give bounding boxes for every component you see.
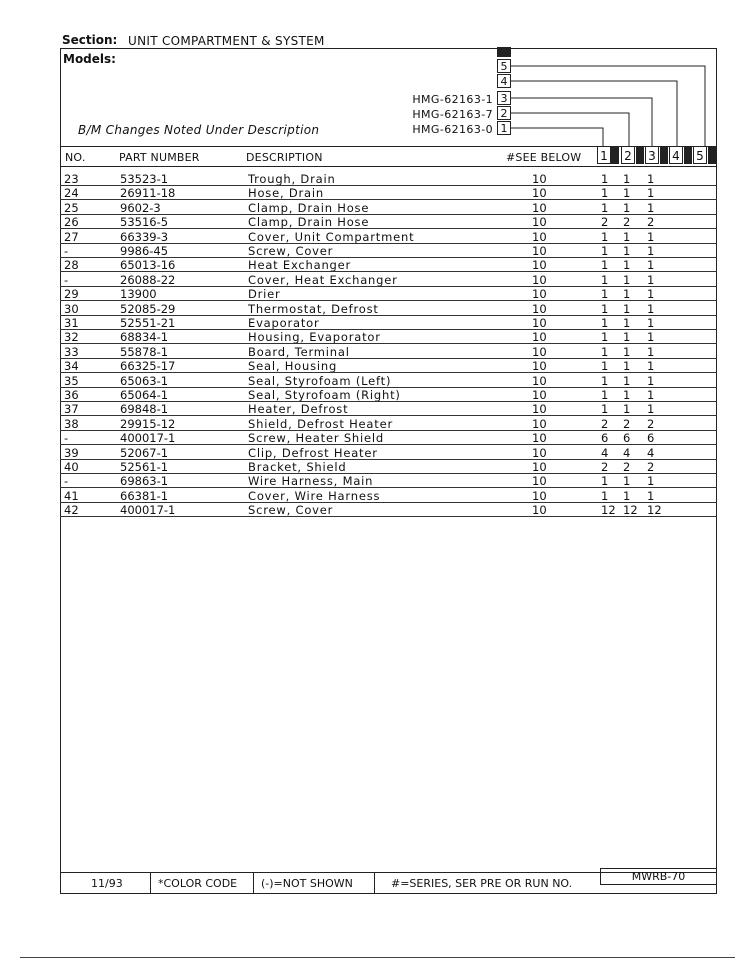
row-qty-model-1: 1: [601, 172, 609, 186]
model-name-3: HMG-62163-1: [412, 93, 493, 106]
row-see-below: 10: [532, 258, 547, 273]
models-label: Models:: [63, 52, 116, 66]
table-row: [60, 230, 717, 244]
row-qty-model-1: 1: [601, 186, 609, 201]
row-description: Board, Terminal: [248, 344, 350, 359]
table-row: [60, 215, 717, 229]
section-label: Section:: [62, 33, 118, 47]
row-see-below: 10: [532, 172, 547, 186]
row-no: 33: [64, 344, 79, 359]
footer-not-shown: (-)=NOT SHOWN: [261, 877, 353, 890]
row-part-number: 66325-17: [120, 359, 176, 374]
row-no: 30: [64, 301, 79, 316]
row-qty-model-3: 2: [647, 416, 655, 431]
row-qty-model-2: 1: [623, 330, 631, 345]
row-description: Thermostat, Defrost: [248, 301, 379, 316]
row-no: 25: [64, 200, 79, 215]
row-see-below: 10: [532, 388, 547, 402]
row-see-below: 10: [532, 200, 547, 215]
section-value: UNIT COMPARTMENT & SYSTEM: [128, 34, 325, 48]
col-num-marker: [611, 146, 619, 164]
table-row: [60, 460, 717, 474]
row-qty-model-3: 2: [647, 215, 655, 230]
table-row: [60, 172, 717, 186]
row-description: Seal, Styrofoam (Left): [248, 373, 392, 388]
row-see-below: 10: [532, 503, 547, 518]
table-row: [60, 302, 717, 316]
row-part-number: 53523-1: [120, 172, 169, 186]
row-qty-model-2: 2: [623, 460, 631, 474]
row-part-number: 9602-3: [120, 200, 161, 215]
row-qty-model-2: 1: [623, 287, 631, 302]
col-num-marker: [708, 146, 716, 164]
row-qty-model-2: 1: [623, 229, 631, 244]
footer-date: 11/93: [91, 877, 123, 890]
row-see-below: 10: [532, 460, 547, 474]
row-no: 28: [64, 258, 79, 273]
model-box-3: 3: [497, 91, 511, 105]
row-see-below: 10: [532, 244, 547, 258]
row-qty-model-1: 2: [601, 460, 609, 474]
row-qty-model-1: 1: [601, 359, 609, 374]
row-description: Hose, Drain: [248, 186, 324, 201]
row-part-number: 52085-29: [120, 301, 176, 316]
row-qty-model-2: 1: [623, 186, 631, 201]
row-no: 38: [64, 416, 79, 431]
header-rule: [60, 166, 717, 167]
row-qty-model-1: 12: [601, 503, 616, 518]
col-num-3: 3: [645, 146, 659, 164]
model-box-1: 1: [497, 121, 511, 135]
row-see-below: 10: [532, 330, 547, 345]
row-no: 39: [64, 445, 79, 460]
table-row: [60, 489, 717, 503]
model-box-5: 5: [497, 59, 511, 73]
footer-divider: [253, 872, 254, 894]
row-qty-model-1: 1: [601, 272, 609, 287]
row-qty-model-2: 1: [623, 316, 631, 330]
col-header-see: #SEE BELOW: [506, 151, 582, 164]
row-qty-model-1: 2: [601, 215, 609, 230]
table-row: [60, 431, 717, 445]
row-qty-model-2: 1: [623, 272, 631, 287]
row-no: 41: [64, 488, 79, 503]
row-qty-model-3: 1: [647, 272, 655, 287]
row-qty-model-1: 4: [601, 445, 609, 460]
col-header-part: PART NUMBER: [119, 151, 200, 164]
row-part-number: 400017-1: [120, 503, 176, 518]
table-row: [60, 316, 717, 330]
row-qty-model-1: 1: [601, 330, 609, 345]
row-qty-model-3: 1: [647, 359, 655, 374]
row-qty-model-3: 1: [647, 474, 655, 489]
table-row: [60, 258, 717, 272]
row-description: Evaporator: [248, 316, 320, 330]
row-description: Clamp, Drain Hose: [248, 215, 370, 230]
row-see-below: 10: [532, 373, 547, 388]
table-row: [60, 417, 717, 431]
row-description: Heater, Defrost: [248, 402, 349, 417]
row-qty-model-1: 1: [601, 316, 609, 330]
model-box-2: 2: [497, 106, 511, 120]
footer-divider: [150, 872, 151, 894]
row-part-number: 69863-1: [120, 474, 169, 489]
row-description: Wire Harness, Main: [248, 474, 374, 489]
row-part-number: 65013-16: [120, 258, 176, 273]
row-qty-model-1: 6: [601, 431, 609, 446]
table-row: [60, 273, 717, 287]
row-qty-model-3: 1: [647, 287, 655, 302]
row-qty-model-1: 1: [601, 474, 609, 489]
row-qty-model-3: 2: [647, 460, 655, 474]
row-part-number: 52551-21: [120, 316, 176, 330]
row-no: 26: [64, 215, 79, 230]
row-qty-model-2: 1: [623, 344, 631, 359]
row-qty-model-3: 1: [647, 301, 655, 316]
row-part-number: 9986-45: [120, 244, 169, 258]
row-qty-model-1: 1: [601, 388, 609, 402]
table-row: [60, 186, 717, 200]
model-name-1: HMG-62163-0: [412, 123, 493, 136]
table-row: [60, 446, 717, 460]
row-qty-model-2: 2: [623, 416, 631, 431]
row-qty-model-3: 1: [647, 172, 655, 186]
row-no: 35: [64, 373, 79, 388]
row-qty-model-1: 1: [601, 200, 609, 215]
row-no: 34: [64, 359, 79, 374]
row-no: 29: [64, 287, 79, 302]
row-qty-model-2: 4: [623, 445, 631, 460]
table-row: [60, 244, 717, 258]
row-description: Housing, Evaporator: [248, 330, 381, 345]
row-see-below: 10: [532, 301, 547, 316]
row-qty-model-2: 12: [623, 503, 638, 518]
row-qty-model-2: 1: [623, 474, 631, 489]
row-qty-model-1: 1: [601, 402, 609, 417]
col-num-4: 4: [669, 146, 683, 164]
row-qty-model-2: 1: [623, 373, 631, 388]
row-part-number: 52067-1: [120, 445, 169, 460]
row-no: 32: [64, 330, 79, 345]
row-part-number: 65063-1: [120, 373, 169, 388]
row-qty-model-3: 1: [647, 488, 655, 503]
row-part-number: 66339-3: [120, 229, 169, 244]
row-description: Clamp, Drain Hose: [248, 200, 370, 215]
col-num-marker: [636, 146, 644, 164]
row-no: 37: [64, 402, 79, 417]
model-name-2: HMG-62163-7: [412, 108, 493, 121]
row-no: 27: [64, 229, 79, 244]
row-see-below: 10: [532, 359, 547, 374]
row-part-number: 13900: [120, 287, 157, 302]
col-header-no: NO.: [65, 151, 86, 164]
row-no: 31: [64, 316, 79, 330]
row-no: -: [64, 431, 69, 446]
row-qty-model-3: 6: [647, 431, 655, 446]
row-description: Shield, Defrost Heater: [248, 416, 393, 431]
row-qty-model-3: 1: [647, 229, 655, 244]
row-see-below: 10: [532, 344, 547, 359]
row-no: 23: [64, 172, 79, 186]
row-part-number: 66381-1: [120, 488, 169, 503]
row-rule: [60, 516, 717, 517]
row-description: Screw, Cover: [248, 244, 334, 258]
row-see-below: 10: [532, 474, 547, 489]
row-qty-model-1: 1: [601, 287, 609, 302]
row-description: Trough, Drain: [248, 172, 336, 186]
row-see-below: 10: [532, 416, 547, 431]
row-no: 24: [64, 186, 79, 201]
row-qty-model-3: 1: [647, 344, 655, 359]
table-row: [60, 287, 717, 301]
row-qty-model-3: 1: [647, 373, 655, 388]
row-qty-model-1: 1: [601, 373, 609, 388]
row-qty-model-3: 12: [647, 503, 662, 518]
row-qty-model-3: 1: [647, 330, 655, 345]
row-see-below: 10: [532, 445, 547, 460]
row-see-below: 10: [532, 215, 547, 230]
row-see-below: 10: [532, 316, 547, 330]
row-see-below: 10: [532, 229, 547, 244]
row-qty-model-3: 1: [647, 258, 655, 273]
row-qty-model-1: 2: [601, 416, 609, 431]
row-qty-model-3: 1: [647, 402, 655, 417]
table-row: [60, 374, 717, 388]
row-part-number: 400017-1: [120, 431, 176, 446]
row-qty-model-2: 1: [623, 359, 631, 374]
table-row: [60, 503, 717, 517]
row-see-below: 10: [532, 402, 547, 417]
col-num-1: 1: [597, 146, 611, 164]
row-no: -: [64, 244, 69, 258]
col-num-2: 2: [621, 146, 635, 164]
row-qty-model-1: 1: [601, 344, 609, 359]
col-num-marker: [684, 146, 692, 164]
row-part-number: 65064-1: [120, 388, 169, 402]
footer-divider: [374, 872, 375, 894]
row-part-number: 69848-1: [120, 402, 169, 417]
row-part-number: 26911-18: [120, 186, 176, 201]
table-row: [60, 402, 717, 416]
model-box-4: 4: [497, 74, 511, 88]
row-description: Cover, Heat Exchanger: [248, 272, 398, 287]
col-num-5: 5: [693, 146, 707, 164]
footer-color-code: *COLOR CODE: [158, 877, 238, 890]
col-num-marker: [660, 146, 668, 164]
row-no: -: [64, 272, 69, 287]
table-row: [60, 201, 717, 215]
row-qty-model-2: 1: [623, 402, 631, 417]
row-no: -: [64, 474, 69, 489]
row-part-number: 55878-1: [120, 344, 169, 359]
row-qty-model-2: 2: [623, 215, 631, 230]
row-no: 36: [64, 388, 79, 402]
row-description: Screw, Cover: [248, 503, 334, 518]
row-qty-model-2: 1: [623, 301, 631, 316]
row-qty-model-1: 1: [601, 301, 609, 316]
row-qty-model-2: 1: [623, 200, 631, 215]
row-description: Drier: [248, 287, 281, 302]
row-qty-model-2: 1: [623, 388, 631, 402]
table-row: [60, 474, 717, 488]
table-row: [60, 345, 717, 359]
row-qty-model-3: 1: [647, 244, 655, 258]
row-see-below: 10: [532, 488, 547, 503]
row-qty-model-3: 1: [647, 186, 655, 201]
row-qty-model-3: 4: [647, 445, 655, 460]
row-part-number: 52561-1: [120, 460, 169, 474]
row-description: Screw, Heater Shield: [248, 431, 384, 446]
row-see-below: 10: [532, 287, 547, 302]
row-part-number: 29915-12: [120, 416, 176, 431]
row-description: Bracket, Shield: [248, 460, 347, 474]
row-description: Cover, Wire Harness: [248, 488, 381, 503]
row-description: Heat Exchanger: [248, 258, 352, 273]
row-see-below: 10: [532, 272, 547, 287]
row-part-number: 26088-22: [120, 272, 176, 287]
row-see-below: 10: [532, 431, 547, 446]
footer-doc-id: MWRB-70: [600, 868, 717, 885]
row-description: Cover, Unit Compartment: [248, 229, 415, 244]
row-qty-model-1: 1: [601, 258, 609, 273]
row-qty-model-1: 1: [601, 244, 609, 258]
row-qty-model-1: 1: [601, 229, 609, 244]
row-qty-model-1: 1: [601, 488, 609, 503]
row-qty-model-2: 1: [623, 488, 631, 503]
row-qty-model-2: 6: [623, 431, 631, 446]
row-qty-model-3: 1: [647, 316, 655, 330]
row-description: Seal, Styrofoam (Right): [248, 388, 401, 402]
row-qty-model-3: 1: [647, 200, 655, 215]
row-part-number: 68834-1: [120, 330, 169, 345]
row-part-number: 53516-5: [120, 215, 169, 230]
row-qty-model-2: 1: [623, 258, 631, 273]
footer-series-note: #=SERIES, SER PRE OR RUN NO.: [391, 877, 573, 890]
table-row: [60, 388, 717, 402]
row-qty-model-2: 1: [623, 244, 631, 258]
bm-changes-note: B/M Changes Noted Under Description: [78, 123, 320, 137]
table-row: [60, 330, 717, 344]
table-row: [60, 359, 717, 373]
row-qty-model-2: 1: [623, 172, 631, 186]
row-description: Seal, Housing: [248, 359, 338, 374]
col-header-desc: DESCRIPTION: [246, 151, 323, 164]
row-description: Clip, Defrost Heater: [248, 445, 378, 460]
page-bottom-rule: [20, 957, 735, 958]
row-no: 40: [64, 460, 79, 474]
row-qty-model-3: 1: [647, 388, 655, 402]
row-no: 42: [64, 503, 79, 518]
row-see-below: 10: [532, 186, 547, 201]
